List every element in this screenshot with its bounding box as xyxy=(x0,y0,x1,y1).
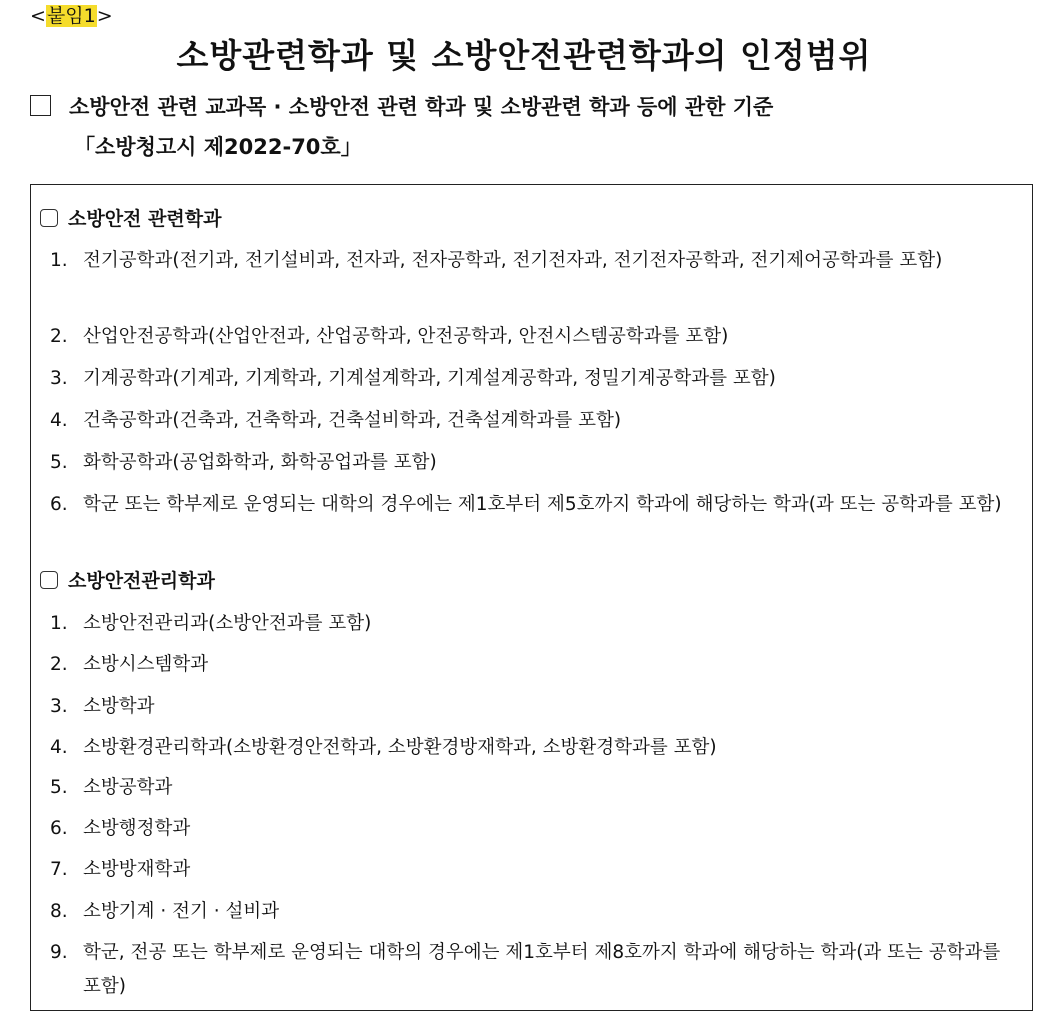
standard-line-1 xyxy=(30,90,1030,124)
item-number: 9. xyxy=(50,942,68,963)
item-text: 학군, 전공 또는 학부제로 운영되는 대학의 경우에는 제1호부터 제8호까지 학과에 해당하는 학과(과 또는 공학과를 포함) xyxy=(83,942,1001,997)
list-item xyxy=(50,244,1015,278)
checkbox-square-icon xyxy=(40,571,58,589)
list-item xyxy=(50,488,1015,522)
item-text: 소방안전관리과(소방안전과를 포함) xyxy=(83,613,372,634)
standard-reference xyxy=(30,90,1030,164)
section-heading-fire-safety-management xyxy=(40,569,215,593)
item-number: 7. xyxy=(50,859,68,880)
item-text: 화학공학과(공업화학과, 화학공업과를 포함) xyxy=(83,452,437,473)
item-number: 4. xyxy=(50,410,68,431)
item-number: 1. xyxy=(50,613,68,634)
section-heading-text: 소방안전관리학과 xyxy=(68,570,215,592)
item-text: 소방행정학과 xyxy=(83,818,191,839)
list-item xyxy=(50,320,1015,354)
item-text: 소방시스템학과 xyxy=(83,654,209,675)
list-item xyxy=(50,936,1015,1004)
item-number: 8. xyxy=(50,901,68,922)
list-item xyxy=(50,362,1015,396)
item-number: 4. xyxy=(50,737,68,758)
list-item xyxy=(50,648,1015,682)
item-number: 6. xyxy=(50,818,68,839)
item-text: 학군 또는 학부제로 운영되는 대학의 경우에는 제1호부터 제5호까지 학과에 해당하는 학과(과 또는 공학과를 포함) xyxy=(83,494,1002,515)
list-item xyxy=(50,895,1015,929)
list-item xyxy=(50,404,1015,438)
attachment-label: 붙임1 xyxy=(46,5,96,27)
list-item xyxy=(50,446,1015,480)
item-number: 2. xyxy=(50,654,68,675)
list-item xyxy=(50,607,1015,641)
attachment-tag xyxy=(30,4,113,28)
page-title: 소방관련학과 및 소방안전관련학과의 인정범위 xyxy=(176,36,872,75)
item-text: 기계공학과(기계과, 기계학과, 기계설계학과, 기계설계공학과, 정밀기계공학과를 포함) xyxy=(83,368,776,389)
item-text: 산업안전공학과(산업안전과, 산업공학과, 안전공학과, 안전시스템공학과를 포함) xyxy=(83,326,729,347)
checkbox-square-icon xyxy=(40,209,58,227)
standard-notice: 「소방청고시 제2022-70호」 xyxy=(74,135,362,159)
item-number: 2. xyxy=(50,326,68,347)
item-text: 소방학과 xyxy=(83,696,155,717)
tag-open: < xyxy=(30,5,46,27)
list-item xyxy=(50,853,1015,887)
tag-close: > xyxy=(96,5,113,27)
item-text: 소방환경관리학과(소방환경안전학과, 소방환경방재학과, 소방환경학과를 포함) xyxy=(83,737,717,758)
item-text: 전기공학과(전기과, 전기설비과, 전자과, 전자공학과, 전기전자과, 전기전자공학과, 전기제어공학과를 포함) xyxy=(83,250,943,271)
item-number: 5. xyxy=(50,777,68,798)
item-number: 6. xyxy=(50,494,68,515)
item-number: 3. xyxy=(50,696,68,717)
list-item xyxy=(50,731,1015,765)
item-number: 3. xyxy=(50,368,68,389)
item-text: 건축공학과(건축과, 건축학과, 건축설비학과, 건축설계학과를 포함) xyxy=(83,410,622,431)
item-number: 1. xyxy=(50,250,68,271)
list-item xyxy=(50,812,1015,846)
list-item xyxy=(50,690,1015,724)
item-text: 소방기계 · 전기 · 설비과 xyxy=(83,901,280,922)
list-item xyxy=(50,771,1015,805)
section-heading-fire-safety-related xyxy=(40,207,221,231)
item-text: 소방방재학과 xyxy=(83,859,191,880)
standard-text: 소방안전 관련 교과목 · 소방안전 관련 학과 및 소방관련 학과 등에 관한 기준 xyxy=(69,95,774,119)
item-number: 5. xyxy=(50,452,68,473)
section-heading-text: 소방안전 관련학과 xyxy=(68,208,222,230)
item-text: 소방공학과 xyxy=(83,777,173,798)
checkbox-square-icon xyxy=(30,95,51,116)
